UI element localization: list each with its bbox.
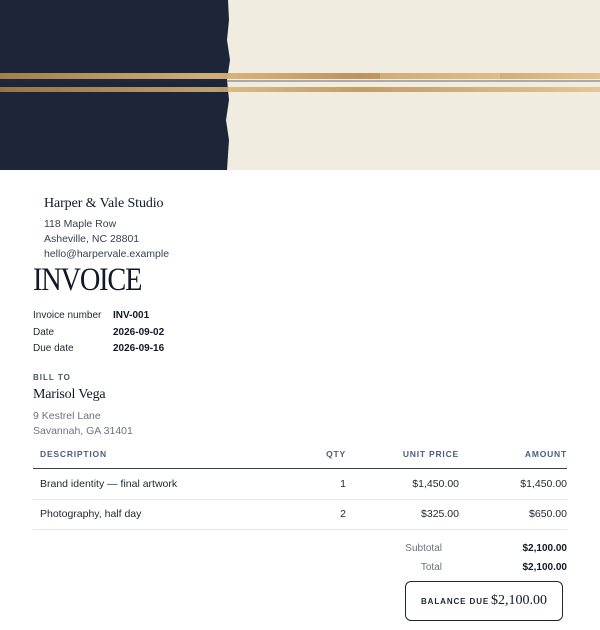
total-label: Total — [420, 562, 442, 573]
meta-row-due-date — [33, 342, 164, 359]
item-qty: 2 — [340, 508, 346, 521]
item-unit-price: $325.00 — [421, 508, 459, 521]
balance-due-label: BALANCE DUE — [421, 596, 490, 606]
invoice-meta — [33, 309, 164, 359]
subtotal-label: Subtotal — [405, 543, 442, 554]
item-amount: $1,450.00 — [520, 477, 567, 490]
total-value: $2,100.00 — [522, 562, 567, 573]
item-amount: $650.00 — [529, 508, 567, 521]
sender-address-line2: Asheville, NC 28801 — [44, 233, 140, 245]
item-description: Brand identity — final artwork — [40, 477, 178, 490]
bill-to-heading: BILL TO — [33, 373, 71, 382]
item-qty: 1 — [340, 477, 346, 490]
meta-label: Due date — [33, 343, 74, 354]
gold-stripe-lower — [0, 87, 600, 92]
bill-to-block — [33, 373, 133, 439]
total-row — [360, 561, 567, 580]
sender-address-line1: 118 Maple Row — [44, 218, 117, 230]
line-items-table — [33, 440, 567, 530]
banner-navy-panel — [0, 0, 230, 170]
meta-value: 2026-09-16 — [113, 343, 165, 354]
stripe-highlight — [380, 73, 500, 79]
stripe-shadow — [0, 80, 600, 82]
sender-block — [44, 196, 169, 262]
table-header — [33, 440, 567, 469]
header-unit-price: UNIT PRICE — [402, 449, 459, 459]
invoice-title: INVOICE — [33, 262, 142, 298]
client-address-line1: 9 Kestrel Lane — [33, 410, 101, 422]
meta-label: Date — [33, 326, 55, 338]
header-amount: AMOUNT — [524, 449, 567, 459]
header-description: DESCRIPTION — [40, 449, 107, 459]
gold-stripe-upper — [0, 73, 600, 79]
table-row — [33, 469, 567, 500]
subtotal-row — [360, 542, 567, 561]
subtotal-value: $2,100.00 — [522, 543, 567, 554]
meta-value: 2026-09-02 — [113, 326, 165, 338]
meta-value: INV-001 — [113, 310, 150, 321]
sender-email: hello@harpervale.example — [44, 248, 170, 260]
meta-row-date — [33, 326, 164, 343]
item-description: Photography, half day — [40, 508, 142, 521]
sender-name: Harper & Vale Studio — [44, 196, 164, 211]
banner-artwork — [0, 0, 600, 170]
table-row — [33, 500, 567, 531]
balance-due-box — [405, 581, 563, 621]
client-address-line2: Savannah, GA 31401 — [33, 425, 133, 437]
header-banner — [0, 0, 600, 170]
item-unit-price: $1,450.00 — [412, 477, 459, 490]
totals-block — [360, 542, 567, 580]
balance-due-value: $2,100.00 — [491, 593, 547, 608]
header-qty: QTY — [326, 449, 346, 459]
client-name: Marisol Vega — [33, 387, 106, 402]
meta-label: Invoice number — [33, 310, 102, 321]
meta-row-invoice-number — [33, 309, 164, 326]
